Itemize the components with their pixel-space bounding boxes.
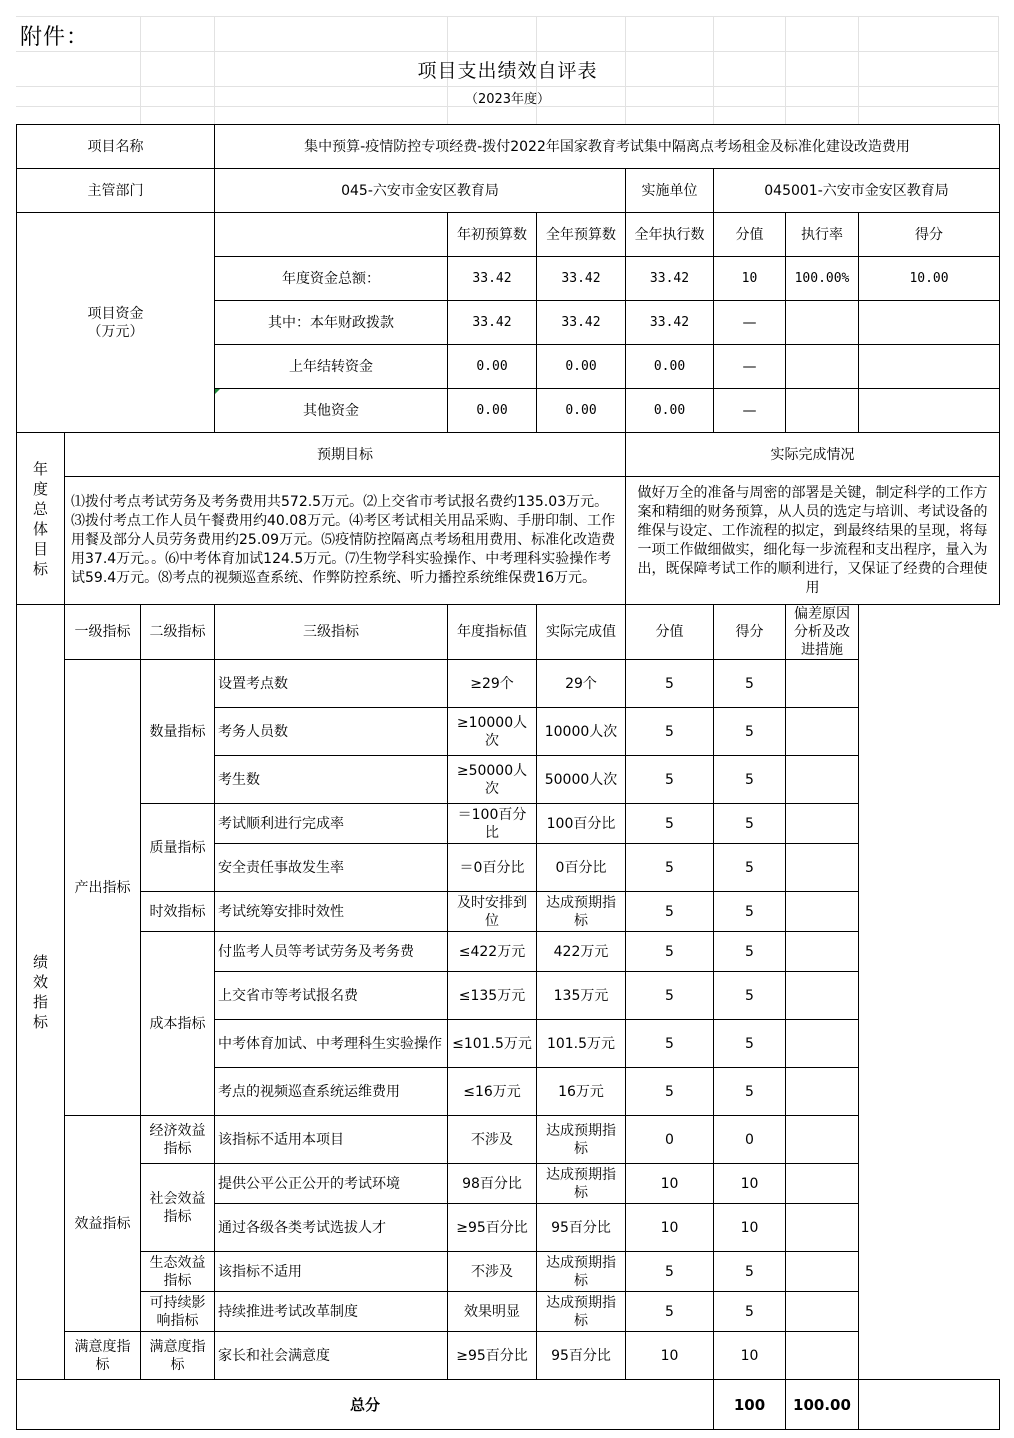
indicator-actual: 达成预期指标 bbox=[537, 1116, 626, 1164]
indicator-note bbox=[786, 804, 859, 844]
level2-economic: 经济效益指标 bbox=[141, 1116, 215, 1164]
indicator-score: 5 bbox=[714, 1068, 786, 1116]
indicator-value: 10 bbox=[626, 1164, 714, 1204]
funds-executed: 0.00 bbox=[626, 345, 714, 389]
indicator-row bbox=[17, 1164, 1000, 1204]
funds-label: 项目资金 （万元） bbox=[17, 213, 215, 433]
self-evaluation-table bbox=[16, 124, 1000, 1430]
indicator-score: 5 bbox=[714, 660, 786, 708]
level1-satisfaction: 满意度指标 bbox=[65, 1332, 141, 1380]
goals-expected-header: 预期目标 bbox=[65, 433, 626, 477]
indicator-value: 5 bbox=[626, 804, 714, 844]
indicator-name: 家长和社会满意度 bbox=[215, 1332, 448, 1380]
funds-score bbox=[859, 301, 1000, 345]
indicator-value: 5 bbox=[626, 756, 714, 804]
indicator-score: 10 bbox=[714, 1332, 786, 1380]
indicator-row bbox=[17, 1116, 1000, 1164]
funds-annual: 33.42 bbox=[537, 301, 626, 345]
indicator-name: 提供公平公正公开的考试环境 bbox=[215, 1164, 448, 1204]
goals-expected-cell bbox=[65, 477, 626, 605]
indicator-target: 效果明显 bbox=[448, 1292, 537, 1332]
indicator-row bbox=[17, 892, 1000, 932]
indicator-note bbox=[786, 1116, 859, 1164]
indicator-note bbox=[786, 1020, 859, 1068]
funds-header-score-value: 分值 bbox=[714, 213, 786, 257]
goals-actual-text: 做好万全的准备与周密的部署是关键，制定科学的工作方案和精细的财务预算，从人员的选定与培训、考试设备的维保与设定、工作流程的拟定，到最终结果的呈现，将每一项工作做细做实，细化每一步流程和支出程序，量入为出，既保障考试工作的顺利进行，又保证了经费的合理使用 bbox=[637, 484, 988, 596]
indicator-target: ≤16万元 bbox=[448, 1068, 537, 1116]
dept-value: 045-六安市金安区教育局 bbox=[215, 169, 626, 213]
header-actual: 实际完成值 bbox=[537, 605, 626, 660]
funds-score-value: — bbox=[714, 345, 786, 389]
indicator-score: 5 bbox=[714, 892, 786, 932]
project-name-row bbox=[17, 125, 1000, 169]
indicator-note bbox=[786, 1068, 859, 1116]
funds-executed: 33.42 bbox=[626, 301, 714, 345]
indicator-value: 5 bbox=[626, 1292, 714, 1332]
indicator-note bbox=[786, 1332, 859, 1380]
indicator-score: 5 bbox=[714, 972, 786, 1020]
indicator-target: 98百分比 bbox=[448, 1164, 537, 1204]
indicator-actual: 100百分比 bbox=[537, 804, 626, 844]
header-deviation: 偏差原因分析及改进措施 bbox=[786, 605, 859, 660]
unit-value: 045001-六安市金安区教育局 bbox=[714, 169, 1000, 213]
indicator-value: 0 bbox=[626, 1116, 714, 1164]
indicator-name: 持续推进考试改革制度 bbox=[215, 1292, 448, 1332]
indicator-row bbox=[17, 660, 1000, 708]
funds-row-name: 上年结转资金 bbox=[215, 345, 448, 389]
goals-label: 年度总体目标 bbox=[32, 459, 48, 578]
indicator-score: 5 bbox=[714, 932, 786, 972]
indicator-note bbox=[786, 972, 859, 1020]
indicators-header-row bbox=[17, 605, 1000, 660]
indicator-score: 5 bbox=[714, 1020, 786, 1068]
funds-executed: 33.42 bbox=[626, 257, 714, 301]
funds-header-initial: 年初预算数 bbox=[448, 213, 537, 257]
level2-ecological: 生态效益指标 bbox=[141, 1252, 215, 1292]
funds-score bbox=[859, 345, 1000, 389]
indicator-note bbox=[786, 1164, 859, 1204]
indicator-score: 5 bbox=[714, 756, 786, 804]
funds-initial: 33.42 bbox=[448, 301, 537, 345]
goals-content-row bbox=[17, 477, 1000, 605]
indicator-value: 5 bbox=[626, 1068, 714, 1116]
department-row bbox=[17, 169, 1000, 213]
indicator-score: 0 bbox=[714, 1116, 786, 1164]
indicator-row bbox=[17, 804, 1000, 844]
header-level2: 二级指标 bbox=[141, 605, 215, 660]
indicator-note bbox=[786, 1204, 859, 1252]
indicator-value: 5 bbox=[626, 1020, 714, 1068]
indicator-target: 不涉及 bbox=[448, 1252, 537, 1292]
indicator-actual: 95百分比 bbox=[537, 1332, 626, 1380]
funds-rate: 100.00% bbox=[786, 257, 859, 301]
project-name-label: 项目名称 bbox=[17, 125, 215, 169]
indicator-actual: 达成预期指标 bbox=[537, 892, 626, 932]
funds-score: 10.00 bbox=[859, 257, 1000, 301]
total-value: 100 bbox=[714, 1380, 786, 1430]
project-name-value: 集中预算-疫情防控专项经费-拨付2022年国家教育考试集中隔离点考场租金及标准化建设改造费用 bbox=[215, 125, 1000, 169]
header-level1: 一级指标 bbox=[65, 605, 141, 660]
indicator-name: 付监考人员等考试劳务及考务费 bbox=[215, 932, 448, 972]
indicator-score: 10 bbox=[714, 1164, 786, 1204]
level2-quality: 质量指标 bbox=[141, 804, 215, 892]
indicator-target: ≥50000人次 bbox=[448, 756, 537, 804]
indicator-score: 5 bbox=[714, 1252, 786, 1292]
indicator-actual: 135万元 bbox=[537, 972, 626, 1020]
indicator-actual: 422万元 bbox=[537, 932, 626, 972]
indicator-row bbox=[17, 1292, 1000, 1332]
indicator-target: ≤422万元 bbox=[448, 932, 537, 972]
indicator-value: 5 bbox=[626, 660, 714, 708]
indicator-name: 通过各级各类考试选拔人才 bbox=[215, 1204, 448, 1252]
report-year: （2023年度） bbox=[464, 92, 551, 107]
funds-score-value: 10 bbox=[714, 257, 786, 301]
indicator-target: ≥95百分比 bbox=[448, 1204, 537, 1252]
indicator-actual: 达成预期指标 bbox=[537, 1292, 626, 1332]
indicator-value: 5 bbox=[626, 844, 714, 892]
level2-satisfaction: 满意度指标 bbox=[141, 1332, 215, 1380]
level2-cost: 成本指标 bbox=[141, 932, 215, 1116]
indicator-value: 10 bbox=[626, 1204, 714, 1252]
indicator-actual: 95百分比 bbox=[537, 1204, 626, 1252]
indicator-actual: 10000人次 bbox=[537, 708, 626, 756]
indicator-actual: 16万元 bbox=[537, 1068, 626, 1116]
indicator-name: 考试统筹安排时效性 bbox=[215, 892, 448, 932]
indicator-name: 该指标不适用本项目 bbox=[215, 1116, 448, 1164]
indicator-target: ≤101.5万元 bbox=[448, 1020, 537, 1068]
funds-header-row bbox=[17, 213, 1000, 257]
indicator-name: 中考体育加试、中考理科生实验操作 bbox=[215, 1020, 448, 1068]
funds-header-executed: 全年执行数 bbox=[626, 213, 714, 257]
indicator-name: 考点的视频巡查系统运维费用 bbox=[215, 1068, 448, 1116]
total-score: 100.00 bbox=[786, 1380, 859, 1430]
indicator-name: 上交省市等考试报名费 bbox=[215, 972, 448, 1020]
indicator-name: 考务人员数 bbox=[215, 708, 448, 756]
indicator-row bbox=[17, 932, 1000, 972]
total-note bbox=[859, 1380, 1000, 1430]
indicator-note bbox=[786, 892, 859, 932]
indicator-value: 5 bbox=[626, 708, 714, 756]
indicator-note bbox=[786, 756, 859, 804]
indicator-note bbox=[786, 932, 859, 972]
attachment-label: 附件： bbox=[20, 25, 90, 50]
indicator-actual: 0百分比 bbox=[537, 844, 626, 892]
level2-quantity: 数量指标 bbox=[141, 660, 215, 804]
unit-label: 实施单位 bbox=[626, 169, 714, 213]
indicator-value: 5 bbox=[626, 932, 714, 972]
funds-row-name: 其中：本年财政拨款 bbox=[215, 301, 448, 345]
funds-header-blank bbox=[215, 213, 448, 257]
goals-actual-header: 实际完成情况 bbox=[626, 433, 1000, 477]
funds-rate bbox=[786, 389, 859, 433]
indicators-label: 绩效指标 bbox=[32, 953, 48, 1031]
funds-header-score: 得分 bbox=[859, 213, 1000, 257]
funds-header-rate: 执行率 bbox=[786, 213, 859, 257]
indicator-score: 5 bbox=[714, 708, 786, 756]
indicator-value: 10 bbox=[626, 1332, 714, 1380]
indicator-name: 考试顺利进行完成率 bbox=[215, 804, 448, 844]
indicator-note bbox=[786, 660, 859, 708]
indicator-note bbox=[786, 708, 859, 756]
funds-initial: 33.42 bbox=[448, 257, 537, 301]
funds-annual: 33.42 bbox=[537, 257, 626, 301]
indicator-name: 考生数 bbox=[215, 756, 448, 804]
indicator-score: 5 bbox=[714, 804, 786, 844]
indicator-score: 10 bbox=[714, 1204, 786, 1252]
indicator-target: ≤135万元 bbox=[448, 972, 537, 1020]
indicators-label-cell bbox=[17, 605, 65, 1380]
funds-score-value: — bbox=[714, 301, 786, 345]
indicator-target: 不涉及 bbox=[448, 1116, 537, 1164]
page-title: 项目支出绩效自评表 bbox=[417, 60, 598, 82]
level2-social: 社会效益指标 bbox=[141, 1164, 215, 1252]
goals-label-cell bbox=[17, 433, 65, 605]
indicator-target: ＝0百分比 bbox=[448, 844, 537, 892]
indicator-target: ＝100百分比 bbox=[448, 804, 537, 844]
header-level3: 三级指标 bbox=[215, 605, 448, 660]
funds-score bbox=[859, 389, 1000, 433]
indicator-score: 5 bbox=[714, 1292, 786, 1332]
funds-initial: 0.00 bbox=[448, 389, 537, 433]
indicator-name: 设置考点数 bbox=[215, 660, 448, 708]
funds-initial: 0.00 bbox=[448, 345, 537, 389]
indicator-target: ≥29个 bbox=[448, 660, 537, 708]
indicator-target: ≥95百分比 bbox=[448, 1332, 537, 1380]
indicator-actual: 50000人次 bbox=[537, 756, 626, 804]
indicator-actual: 29个 bbox=[537, 660, 626, 708]
funds-annual: 0.00 bbox=[537, 389, 626, 433]
goals-actual-cell bbox=[626, 477, 1000, 605]
indicator-target: ≥10000人次 bbox=[448, 708, 537, 756]
indicator-name: 该指标不适用 bbox=[215, 1252, 448, 1292]
indicator-note bbox=[786, 844, 859, 892]
indicator-score: 5 bbox=[714, 844, 786, 892]
total-row bbox=[17, 1380, 1000, 1430]
indicator-value: 5 bbox=[626, 892, 714, 932]
total-label: 总分 bbox=[17, 1380, 714, 1430]
level2-sustainable: 可持续影响指标 bbox=[141, 1292, 215, 1332]
header-value: 分值 bbox=[626, 605, 714, 660]
indicator-note bbox=[786, 1252, 859, 1292]
funds-annual: 0.00 bbox=[537, 345, 626, 389]
funds-header-annual: 全年预算数 bbox=[537, 213, 626, 257]
level1-output: 产出指标 bbox=[65, 660, 141, 1116]
indicator-value: 5 bbox=[626, 1252, 714, 1292]
indicator-actual: 达成预期指标 bbox=[537, 1164, 626, 1204]
funds-row-name: 年度资金总额： bbox=[215, 257, 448, 301]
header-target: 年度指标值 bbox=[448, 605, 537, 660]
level1-benefit: 效益指标 bbox=[65, 1116, 141, 1332]
indicator-row bbox=[17, 1252, 1000, 1292]
indicator-value: 5 bbox=[626, 972, 714, 1020]
goals-expected-text: ⑴拨付考点考试劳务及考务费用共572.5万元。⑵上交省市考试报名费约135.03万元。⑶拨付考点工作人员午餐费用约40.08万元。⑷考区考试相关用品采购、手册印制、工作用餐及部分人员劳务费用约25.09万元。⑸疫情防控隔离点考场租用费用、标准化改造费用37.4万元。。⑹中考体育加试124.5万元。⑺生物学科实验操作、中考理科实验操作考试59.4万元。⑻考点的视频巡查系统、作弊防控系统、听力播控系统维保费16万元。 bbox=[71, 494, 616, 586]
level2-timeliness: 时效指标 bbox=[141, 892, 215, 932]
goals-header-row bbox=[17, 433, 1000, 477]
indicator-target: 及时安排到位 bbox=[448, 892, 537, 932]
funds-executed: 0.00 bbox=[626, 389, 714, 433]
header-score: 得分 bbox=[714, 605, 786, 660]
funds-row-name: 其他资金 bbox=[215, 389, 448, 433]
indicator-name: 安全责任事故发生率 bbox=[215, 844, 448, 892]
indicator-actual: 101.5万元 bbox=[537, 1020, 626, 1068]
indicator-row bbox=[17, 1332, 1000, 1380]
dept-label: 主管部门 bbox=[17, 169, 215, 213]
funds-rate bbox=[786, 345, 859, 389]
funds-rate bbox=[786, 301, 859, 345]
indicator-note bbox=[786, 1292, 859, 1332]
indicator-actual: 达成预期指标 bbox=[537, 1252, 626, 1292]
funds-score-value: — bbox=[714, 389, 786, 433]
